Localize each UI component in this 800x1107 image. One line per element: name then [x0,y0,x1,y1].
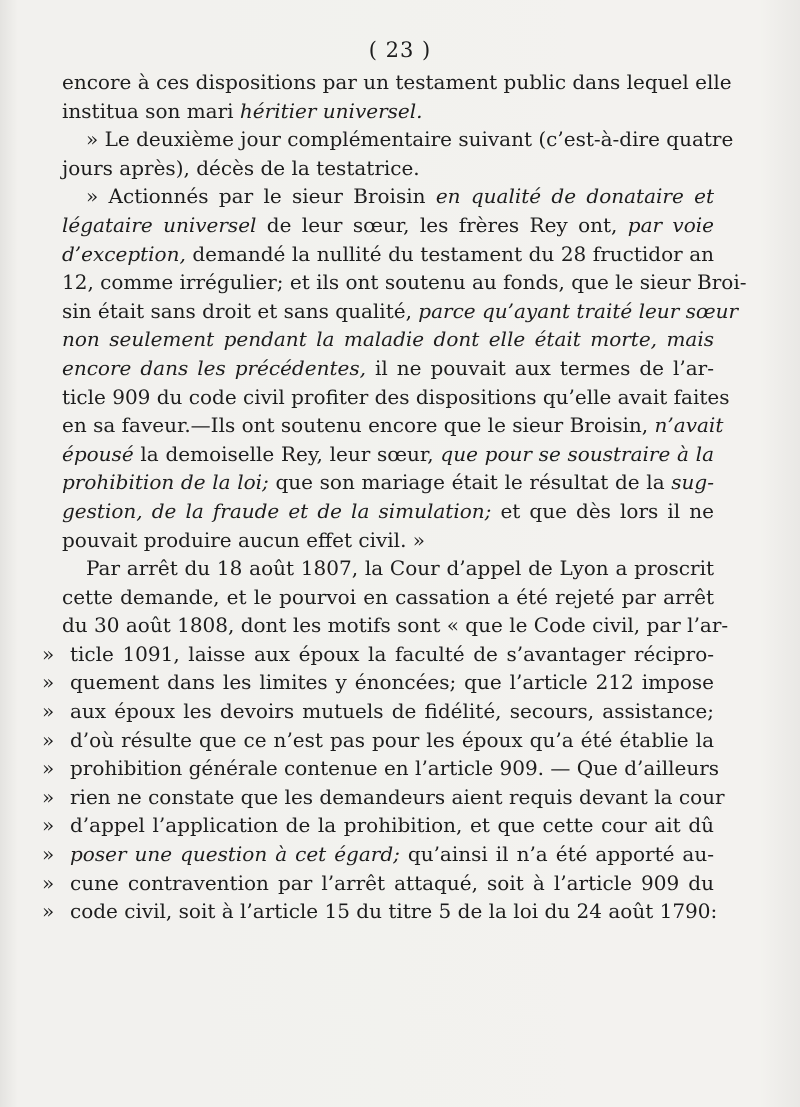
text-line [62,154,714,183]
text-segment: aux époux les devoirs mutuels de fidélité, secours, assistance; [70,699,714,724]
text-segment: » Le deuxième jour complémentaire suivant (c’est-à-dire quatre [86,127,734,152]
text-line [62,211,714,240]
page-number: ( 23 ) [368,38,432,62]
italic-text: par voie [627,212,715,237]
italic-text: n’avait [654,413,724,438]
text-line [62,611,729,640]
text-segment: Par arrêt du 18 août 1807, la Cour d’appel de Lyon a proscrit [86,556,714,581]
text-line [62,440,714,469]
text-line [62,268,747,297]
italic-text: sug- [671,470,714,495]
italic-text: en qualité de donataire et [435,184,714,209]
text-segment: qu’ainsi il n’a été apporté au- [399,842,714,867]
italic-text: prohibition de la loi; [62,470,269,495]
text-segment: ticle 909 du code civil profiter des dispositions qu’elle avait faites [62,384,730,409]
italic-text: épousé [62,441,134,466]
text-segment: ticle 1091, laisse aux époux la faculté de s’avantager récipro- [70,641,714,666]
text-segment: institua son mari [62,98,240,123]
italic-text: d’exception, [62,241,186,266]
text-line [62,354,714,383]
text-line [62,583,714,612]
quote-mark: » [42,756,55,781]
text-line [62,125,734,154]
quote-mark: » [42,784,55,809]
text-line [42,640,714,669]
italic-text: poser une question à cet égard; [70,842,400,867]
text-line [62,182,714,211]
text-segment: jours après), décès de la testatrice. [62,155,420,180]
text-line [42,869,714,898]
text-segment: du 30 août 1808, dont les motifs sont « que le Code civil, par l’ar- [62,613,729,638]
text-line [42,754,720,783]
italic-text: gestion, de la fraude et de la simulation; [62,498,492,523]
text-segment: quement dans les limites y énoncées; que l’article 212 impose [70,670,714,695]
quote-mark: » [42,870,55,895]
text-segment: prohibition générale contenue en l’article 909. — Que d’ailleurs [70,756,720,781]
text-segment: code civil, soit à l’article 15 du titre 5 de la loi du 24 août 1790: [70,899,718,924]
text-line [62,240,714,269]
quote-mark: » [42,899,55,924]
quote-mark: » [42,813,55,838]
italic-text: non seulement pendant la maladie dont elle était morte, mais [62,327,714,352]
text-line [62,297,739,326]
text-line [62,554,714,583]
text-line [62,526,714,555]
text-segment: encore à ces dispositions par un testament public dans lequel elle [62,70,732,94]
text-line [42,811,714,840]
text-segment: et que dès lors il ne [491,498,714,523]
text-line [42,897,718,926]
text-line [62,468,714,497]
text-segment: cette demande, et le pourvoi en cassation a été rejeté par arrêt [62,584,714,609]
italic-text: légataire universel [62,212,257,237]
text-line [62,411,724,440]
text-segment: en sa faveur.—Ils ont soutenu encore que le sieur Broisin, [62,413,655,438]
text-segment: il ne pouvait aux termes de l’ar- [365,355,715,380]
text-line [42,783,725,812]
text-line [42,668,714,697]
text-segment: » Actionnés par le sieur Broisin [86,184,436,209]
text-segment: la demoiselle Rey, leur sœur, [133,441,441,466]
italic-text: encore dans les précédentes, [62,355,366,380]
text-segment: d’appel l’application de la prohibition, et que cette cour ait dû [70,813,714,838]
text-line [42,840,714,869]
text-line [42,726,714,755]
text-segment: demandé la nullité du testament du 28 fructidor an [185,241,714,266]
quote-mark: » [42,727,55,752]
text-line [62,68,732,97]
text-segment: de leur sœur, les frères Rey ont, [256,212,628,237]
quote-mark: » [42,670,55,695]
text-line [62,97,714,126]
text-segment: 12, comme irrégulier; et ils ont soutenu au fonds, que le sieur Broi- [62,270,747,295]
quote-mark: » [42,641,55,666]
italic-text: que pour se soustraire à la [440,441,715,466]
text-line [62,497,714,526]
text-segment: sin était sans droit et sans qualité, [62,298,419,323]
body-text [42,68,747,926]
italic-text: parce qu’ayant traité leur sœur [418,298,739,323]
italic-text: héritier universel. [239,98,423,123]
text-line [42,697,714,726]
quote-mark: » [42,842,55,867]
text-segment: que son mariage était le résultat de la [268,470,672,495]
text-segment: rien ne constate que les demandeurs aient requis devant la cour [70,784,725,809]
text-segment: d’où résulte que ce n’est pas pour les époux qu’a été établie la [70,727,714,752]
text-segment: pouvait produire aucun effet civil. » [62,527,426,552]
text-line [62,383,730,412]
quote-mark: » [42,699,55,724]
text-line [62,325,714,354]
text-segment: cune contravention par l’arrêt attaqué, soit à l’article 909 du [70,870,714,895]
